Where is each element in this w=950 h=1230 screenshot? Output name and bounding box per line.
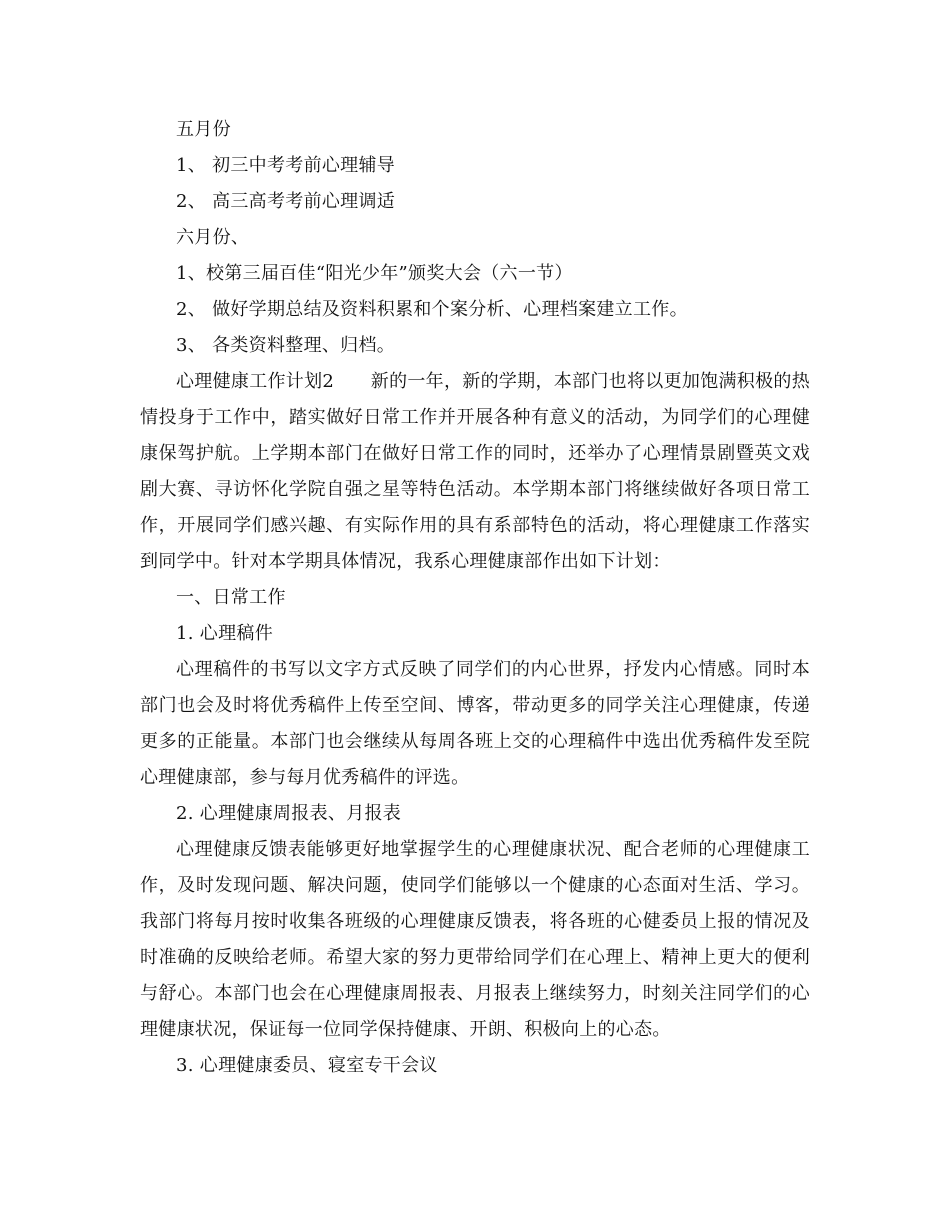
plan-intro-paragraph: 心理健康工作计划2 新的一年，新的学期，本部门也将以更加饱满积极的热情投身于工作中，踏实做好日常工作并开展各种有意义的活动，为同学们的心理健康保驾护航。上学期本部门在做好日常工作的同时，还举办了心理情景剧暨英文戏剧大赛、寻访怀化学院自强之星等特色活动。本学期本部门将继续做好各项日常工作，开展同学们感兴趣、有实际作用的具有系部特色的活动，将心理健康工作落实到同学中。针对本学期具体情况，我系心理健康部作出如下计划：	[140, 371, 810, 572]
list-item-june-3: 3、 各类资料整理、归档。	[176, 335, 396, 356]
subheading-psych-articles: 1. 心理稿件	[176, 623, 273, 644]
list-item-june-1: 1、校第三届百佳“阳光少年”颁奖大会（六一节）	[176, 263, 573, 284]
subheading-committee-meeting: 3. 心理健康委员、寝室专干会议	[176, 1055, 438, 1076]
list-item-may-1: 1、 初三中考考前心理辅导	[176, 155, 396, 176]
paragraph-weekly-monthly-reports: 心理健康反馈表能够更好地掌握学生的心理健康状况、配合老师的心理健康工作，及时发现问题、解决问题，使同学们能够以一个健康的心态面对生活、学习。我部门将每月按时收集各班级的心理健康反馈表，将各班的心健委员上报的情况及时准确的反映给老师。希望大家的努力更带给同学们在心理上、精神上更大的便利与舒心。本部门也会在心理健康周报表、月报表上继续努力，时刻关注同学们的心理健康状况，保证每一位同学保持健康、开朗、积极向上的心态。	[140, 839, 810, 1040]
document-body	[140, 112, 810, 1084]
section-heading-daily-work: 一、日常工作	[176, 587, 286, 608]
heading-june: 六月份、	[176, 227, 250, 248]
heading-may: 五月份	[176, 119, 231, 140]
list-item-june-2: 2、 做好学期总结及资料积累和个案分析、心理档案建立工作。	[176, 299, 688, 320]
list-item-may-2: 2、 高三高考考前心理调适	[176, 191, 396, 212]
subheading-weekly-monthly-reports: 2. 心理健康周报表、月报表	[176, 803, 402, 824]
paragraph-psych-articles: 心理稿件的书写以文字方式反映了同学们的内心世界，抒发内心情感。同时本部门也会及时将优秀稿件上传至空间、博客，带动更多的同学关注心理健康，传递更多的正能量。本部门也会继续从每周各班上交的心理稿件中选出优秀稿件发至院心理健康部，参与每月优秀稿件的评选。	[140, 659, 810, 788]
